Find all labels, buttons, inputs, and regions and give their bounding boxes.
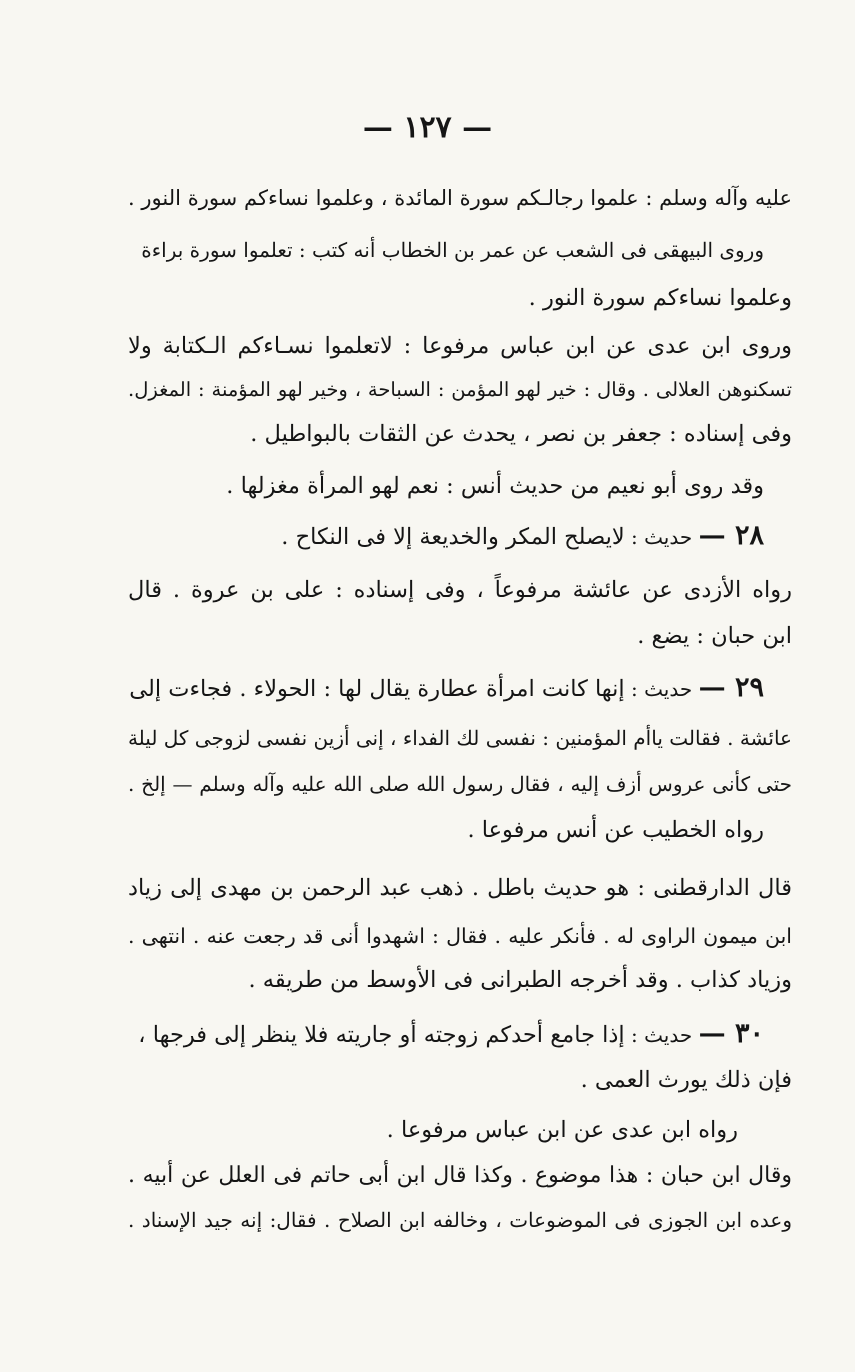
hadith-number: ٣٠ — [698,1018,764,1049]
text-line: وقد روى أبو نعيم من حديث أنس : نعم لهو المرأة مغزلها . [226,473,764,499]
hadith-label: حديث : [624,677,699,701]
text-line: رواه الخطيب عن أنس مرفوعا . [467,817,764,843]
text-line: قال الدارقطنى : هو حديث باطل . ذهب عبد الرحمن بن مهدى إلى زياد [128,875,792,901]
text-line: تسكنوهن العلالى . وقال : خير لهو المؤمن : السباحة ، وخير لهو المؤمنة : المغزل. [128,378,792,401]
hadith-heading-line [129,668,764,708]
hadith-number: ٢٨ — [698,520,764,551]
line-text: لايصلح المكر والخديعة إلا فى النكاح . [281,524,625,550]
hadith-heading-line [281,516,764,556]
text-line: وروى ابن عدى عن ابن عباس مرفوعا : لاتعلموا نسـاءكم الـكتابة ولا [128,333,792,359]
hadith-label: حديث : [624,1023,699,1047]
text-line: وفى إسناده : جعفر بن نصر ، يحدث عن الثقات بالبواطيل . [250,421,792,447]
line-text: إذا جامع أحدكم زوجته أو جاريته فلا ينظر إلى فرجها ، [138,1022,625,1048]
line-text: إنها كانت امرأة عطارة يقال لها : الحولاء . فجاءت إلى [129,676,625,702]
text-line: رواه ابن عدى عن ابن عباس مرفوعا . [386,1117,738,1143]
text-line: فإن ذلك يورث العمى . [580,1067,792,1093]
hadith-heading-line [138,1014,764,1054]
text-line: عائشة . فقالت ياأم المؤمنين : نفسى لك الفداء ، إنى أزين نفسى لزوجى كل ليلة [127,726,792,750]
text-line: رواه الأزدى عن عائشة مرفوعاً ، وفى إسناده : على بن عروة . قال [128,577,792,603]
text-line: وروى البيهقى فى الشعب عن عمر بن الخطاب أنه كتب : تعلموا سورة براءة [141,238,764,262]
text-line: وعلموا نساءكم سورة النور . [528,285,792,311]
text-line: عليه وآله وسلم : علموا رجالـكم سورة المائدة ، وعلموا نساءكم سورة النور . [128,186,792,210]
text-line: حتى كأنى عروس أزف إليه ، فقال رسول الله صلى الله عليه وآله وسلم — إلخ . [128,772,792,796]
text-line: وعده ابن الجوزى فى الموضوعات ، وخالفه ابن الصلاح . فقال: إنه جيد الإسناد . [128,1208,792,1232]
text-line: ابن ميمون الراوى له . فأنكر عليه . فقال : اشهدوا أنى قد رجعت عنه . انتهى . [128,924,792,948]
page-number: — ١٢٧ — [362,110,493,145]
text-line: وزياد كذاب . وقد أخرجه الطبرانى فى الأوسط من طريقه . [248,967,792,993]
hadith-label: حديث : [624,525,699,549]
hadith-number: ٢٩ — [698,672,764,703]
text-line: ابن حبان : يضع . [637,623,792,649]
text-line: وقال ابن حبان : هذا موضوع . وكذا قال ابن أبى حاتم فى العلل عن أبيه . [128,1163,792,1188]
